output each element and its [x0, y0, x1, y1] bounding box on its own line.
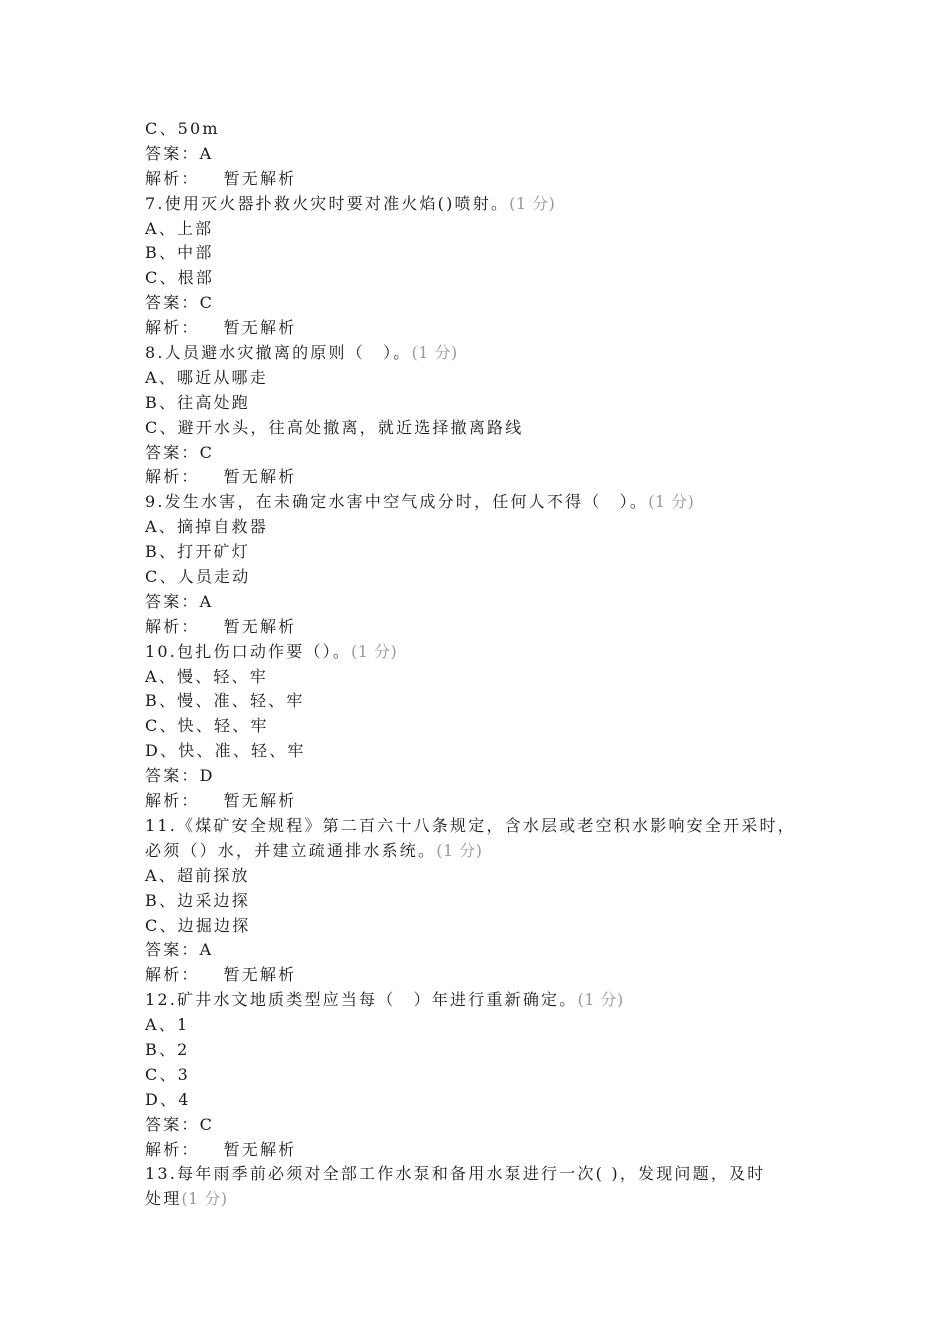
score-label: (1 分)	[509, 193, 556, 213]
analysis-label: 解析：	[145, 616, 200, 636]
question-stem-continued	[145, 1187, 825, 1212]
analysis-text: 暂无解析	[223, 168, 297, 188]
option-c: C、人员走动	[145, 567, 251, 587]
analysis-text: 暂无解析	[223, 965, 297, 985]
question-6-tail	[145, 117, 825, 192]
stem-text: 8.人员避水灾撤离的原则（ ）。	[145, 343, 412, 363]
question-stem	[145, 640, 825, 665]
option-a: A、超前探放	[145, 865, 250, 885]
option-b: B、往高处跑	[145, 392, 250, 412]
option-b: B、慢、准、轻、牢	[145, 691, 305, 711]
question-stem	[145, 341, 825, 366]
question-list	[145, 117, 825, 1212]
option-b: B、边采边探	[145, 890, 250, 910]
option-a: A、1	[145, 1015, 190, 1035]
analysis-text: 暂无解析	[223, 616, 297, 636]
analysis	[145, 789, 825, 814]
analysis-label: 解析：	[145, 791, 200, 811]
question-11	[145, 814, 825, 988]
answer: 答案：C	[145, 442, 215, 462]
analysis	[145, 167, 825, 192]
question-8	[145, 341, 825, 490]
option-b: B、打开矿灯	[145, 542, 250, 562]
stem-text: 10.包扎伤口动作要（）。	[145, 641, 352, 661]
option-c: C、边掘边探	[145, 915, 251, 935]
option-a: A、哪近从哪走	[145, 367, 268, 387]
option-a: A、摘掉自救器	[145, 517, 268, 537]
option-c: C、50m	[145, 119, 220, 138]
analysis	[145, 316, 825, 341]
answer: 答案：C	[145, 1114, 215, 1134]
option-d: D、快、准、轻、牢	[145, 741, 306, 761]
question-stem	[145, 490, 825, 515]
option-c: C、3	[145, 1064, 191, 1084]
option-b: B、中部	[145, 243, 214, 263]
option-b: B、2	[145, 1039, 190, 1059]
option-c: C、根部	[145, 268, 215, 288]
analysis-label: 解析：	[145, 168, 200, 188]
question-stem	[145, 192, 825, 217]
analysis	[145, 465, 825, 490]
analysis	[145, 963, 825, 988]
answer: 答案：D	[145, 766, 215, 786]
analysis-label: 解析：	[145, 467, 200, 487]
answer: 答案：A	[145, 940, 214, 960]
question-stem: 11.《煤矿安全规程》第二百六十八条规定，含水层或老空积水影响安全开采时，	[145, 815, 796, 835]
analysis-text: 暂无解析	[223, 467, 297, 487]
analysis-label: 解析：	[145, 1139, 200, 1159]
question-stem: 13.每年雨季前必须对全部工作水泵和备用水泵进行一次( )，发现问题，及时	[145, 1164, 766, 1184]
question-stem	[145, 988, 825, 1013]
answer: 答案：C	[145, 293, 215, 313]
stem-text: 处理	[145, 1189, 182, 1209]
question-7	[145, 192, 825, 341]
analysis-text: 暂无解析	[223, 1139, 297, 1159]
analysis-label: 解析：	[145, 318, 200, 338]
question-13	[145, 1162, 825, 1212]
analysis	[145, 1138, 825, 1163]
score-label: (1 分)	[181, 1189, 228, 1209]
stem-text: 7.使用灭火器扑救火灾时要对准火焰()喷射。	[145, 193, 510, 213]
question-9	[145, 490, 825, 639]
option-c: C、避开水头，往高处撤离，就近选择撤离路线	[145, 417, 524, 437]
stem-text: 12.矿井水文地质类型应当每（ ）年进行重新确定。	[145, 990, 578, 1010]
option-a: A、慢、轻、牢	[145, 666, 268, 686]
score-label: (1 分)	[411, 343, 458, 363]
answer: 答案：A	[145, 591, 214, 611]
analysis-label: 解析：	[145, 965, 200, 985]
score-label: (1 分)	[436, 840, 483, 860]
score-label: (1 分)	[351, 641, 398, 661]
answer: 答案：A	[145, 143, 214, 163]
option-a: A、上部	[145, 218, 214, 238]
option-d: D、4	[145, 1089, 191, 1109]
question-12	[145, 988, 825, 1162]
analysis-text: 暂无解析	[223, 791, 297, 811]
analysis-text: 暂无解析	[223, 318, 297, 338]
score-label: (1 分)	[648, 492, 695, 512]
analysis	[145, 615, 825, 640]
stem-text: 9.发生水害，在未确定水害中空气成分时，任何人不得（ ）。	[145, 492, 649, 512]
question-10	[145, 640, 825, 814]
question-stem-continued	[145, 839, 825, 864]
stem-text: 必须（）水，并建立疏通排水系统。	[145, 840, 437, 860]
option-c: C、快、轻、牢	[145, 716, 269, 736]
score-label: (1 分)	[577, 990, 624, 1010]
